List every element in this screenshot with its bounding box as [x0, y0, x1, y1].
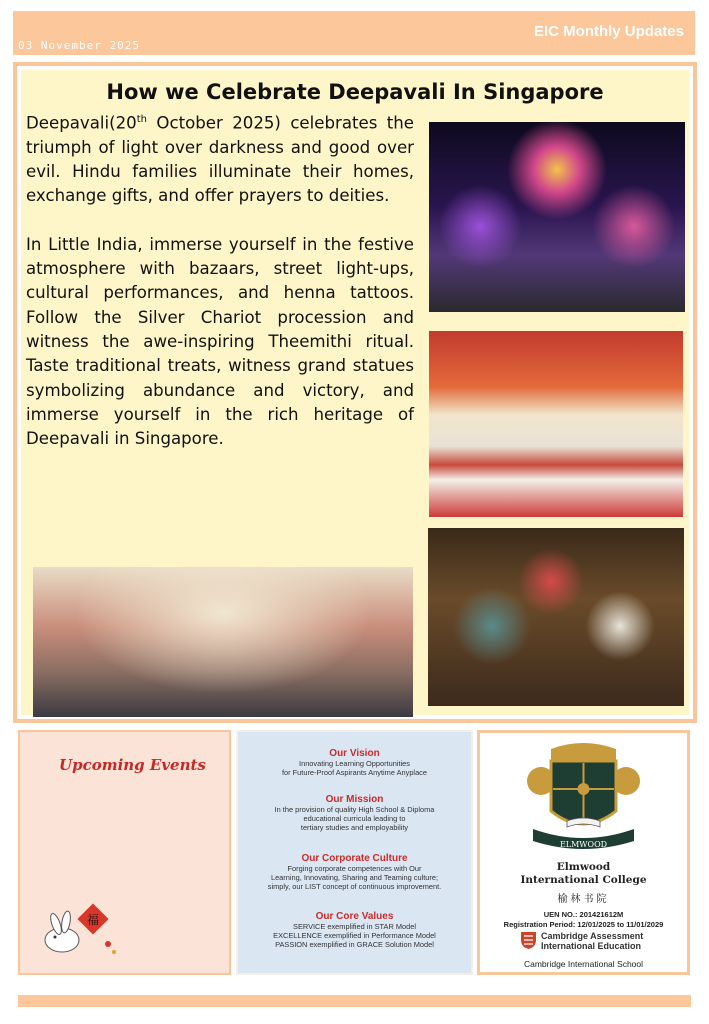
article-background — [21, 70, 689, 715]
rabbit-fortune-icon — [42, 902, 122, 964]
newsletter-title: EIC Monthly Updates — [533, 23, 684, 40]
p1-after: October 2025) celebrates the triumph of light over darkness and good over evil. Hindu families illuminate their homes, exchange gifts, and offer prayers to deities. — [26, 113, 414, 206]
article-title: How we Celebrate Deepavali In Singapore — [106, 80, 604, 104]
culture-line: Learning, Innovating, Sharing and Teaming culture; — [270, 873, 439, 883]
cambridge-shield-icon — [520, 931, 537, 950]
vision-line: for Future-Proof Aspirants Anytime Anyplace — [281, 768, 427, 778]
mission-section — [238, 794, 471, 833]
mission-line: tertiary studies and employability — [300, 823, 409, 833]
article-paragraph-1 — [26, 108, 414, 209]
vision-mission-panel — [236, 730, 473, 975]
mission-line: In the provision of quality High School & Diploma — [274, 805, 435, 814]
p1-before: Deepavali(20 — [26, 113, 137, 133]
culture-section — [238, 853, 471, 892]
core-values-line: PASSION exemplified in GRACE Solution Model — [275, 940, 434, 950]
college-chinese-name: 榆林书院 — [557, 894, 610, 905]
header-bar — [13, 11, 695, 55]
mission-line: educational curricula leading to — [303, 814, 406, 824]
registration-period: Registration Period: 12/01/2025 to 11/01/2029 — [503, 920, 664, 929]
cambridge-line2: International Education — [541, 941, 642, 951]
core-values-line: EXCELLENCE exemplified in Performance Model — [273, 931, 436, 941]
culture-line: Forging corporate competences with Our — [287, 864, 422, 873]
vision-line: Innovating Learning Opportunities — [299, 759, 410, 768]
registration-info — [480, 910, 687, 930]
college-name — [480, 861, 687, 887]
vision-section — [238, 748, 471, 777]
upcoming-events-panel — [18, 730, 231, 975]
dance-performance-photo — [428, 528, 684, 706]
vision-heading: Our Vision — [329, 748, 380, 759]
college-info-panel — [477, 730, 690, 975]
p1-superscript: th — [136, 114, 147, 125]
crest-banner-text: ELMWOOD — [559, 840, 608, 849]
article-panel — [13, 62, 697, 723]
upcoming-events-title: Upcoming Events — [59, 756, 206, 774]
culture-heading: Our Corporate Culture — [301, 853, 408, 864]
article-body — [26, 108, 414, 475]
food-stall-photo — [429, 331, 683, 517]
footer-bar — [18, 995, 691, 1007]
college-crest-logo — [521, 741, 646, 856]
core-values-heading: Our Core Values — [315, 911, 394, 922]
article-paragraph-2: In Little India, immerse yourself in the festive atmosphere with bazaars, street light-ups, cultural performances, and henna tattoos. Follow the Silver Chariot procession and witness the awe-inspiring Theemithi ritual. Taste traditional treats, witness grand statues symbolizing abundance and victory, and immerse yourself in the rich heritage of Deepavali in Singapore. — [26, 234, 414, 449]
bazaar-photo — [33, 567, 413, 717]
college-name-line1: Elmwood — [556, 861, 611, 873]
core-values-section — [238, 911, 471, 950]
svg-text:福: 福 — [86, 913, 100, 927]
mission-heading: Our Mission — [325, 794, 384, 805]
uen-number: UEN NO.: 201421612M — [543, 910, 624, 919]
college-name-line2: International College — [520, 874, 647, 886]
cambridge-logo — [520, 931, 643, 951]
street-lights-photo — [429, 122, 685, 312]
cambridge-school-label: Cambridge International School — [523, 959, 644, 969]
cambridge-line1: Cambridge Assessment — [541, 931, 644, 941]
culture-line: simply, our LIST concept of continuous improvement. — [267, 882, 442, 892]
issue-date: 03 November 2025 — [18, 39, 140, 52]
core-values-line: SERVICE exemplified in STAR Model — [293, 922, 416, 931]
